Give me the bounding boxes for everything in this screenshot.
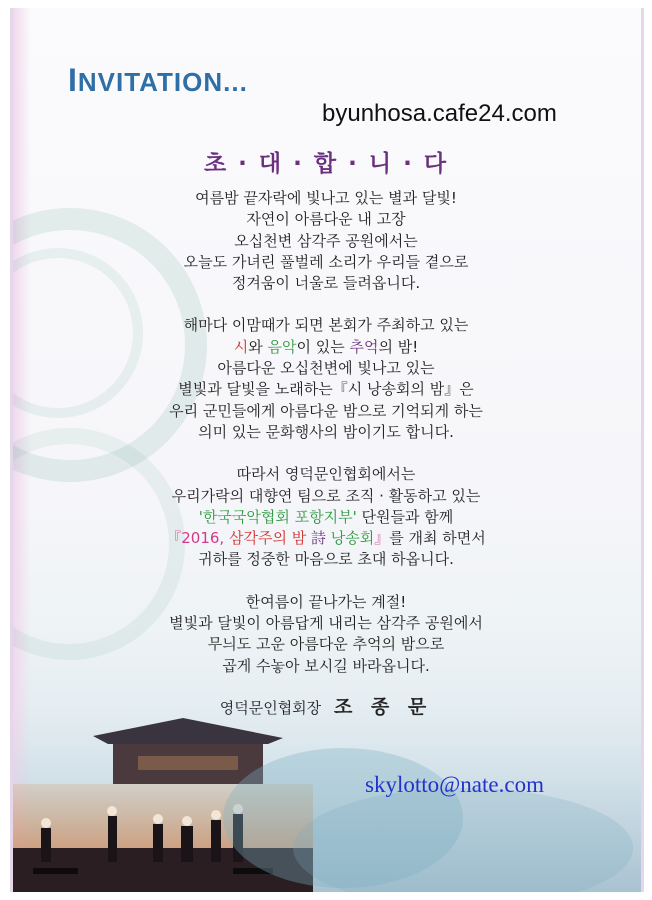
p2-line-6: 의미 있는 문화행사의 밤이기도 합니다. [198, 422, 454, 441]
p4-line-2: 별빛과 달빛이 아름답게 내리는 삼각주 공원에서 [169, 614, 483, 633]
p3-line-2: 우리가락의 대향연 팀으로 조직 · 활동하고 있는 [171, 486, 481, 505]
title-initial: I [68, 62, 78, 98]
p3-line-4-end: 를 개최 하면서 [389, 529, 486, 548]
title-rest: NVITATION... [77, 67, 248, 97]
paragraph-2 [0, 315, 652, 443]
paragraph-1 [0, 188, 652, 294]
event-poem: 詩 [310, 529, 326, 548]
event-open: 『2016, [166, 529, 229, 548]
p3-line-5: 귀하를 정중한 마음으로 초대 하옵니다. [198, 550, 454, 569]
p2-line-1: 해마다 이맘때가 되면 본회가 주최하고 있는 [183, 316, 469, 335]
p2-line-2-wa: 와 [248, 337, 268, 356]
p3-line-3-end: 단원들과 함께 [356, 507, 454, 526]
invitation-heading: 초 · 대 · 합 · 니 · 다 [203, 151, 449, 177]
p2-line-2 [0, 337, 652, 358]
paragraph-4 [0, 592, 652, 677]
word-music: 음악 [267, 337, 297, 356]
word-memory: 추억 [349, 337, 379, 356]
p4-line-4: 곱게 수놓아 보시길 바라옵니다. [222, 656, 430, 675]
p2-line-3: 아름다운 오십천변에 빛나고 있는 [217, 359, 435, 378]
event-close: 』 [374, 529, 390, 548]
p3-line-1: 따라서 영덕문인협회에서는 [236, 465, 416, 484]
p3-line-4 [0, 528, 652, 549]
p3-line-3 [0, 507, 652, 528]
p2-line-2-end: 의 밤! [378, 337, 419, 356]
stage-photo-image [13, 698, 641, 892]
signature [0, 692, 652, 719]
paragraph-3 [0, 464, 652, 570]
p2-line-4: 별빛과 달빛을 노래하는『시 낭송회의 밤』은 [178, 380, 474, 399]
p1-line-1: 여름밤 끝자락에 빛나고 있는 별과 달빛! [195, 189, 457, 207]
p4-line-3: 무늬도 고운 아름다운 추억의 밤으로 [207, 635, 445, 654]
p1-line-2: 자연이 아름다운 내 고장 [246, 210, 406, 229]
p1-line-5: 정겨움이 너울로 들려옵니다. [231, 274, 421, 293]
p1-line-4: 오늘도 가녀린 풀벌레 소리가 우리들 곁으로 [183, 252, 469, 271]
word-poetry: 시 [233, 337, 249, 356]
signature-role: 영덕문인협회장 [219, 699, 322, 717]
invitation-title [68, 62, 248, 99]
event-name: 삼각주의 밤 [228, 529, 311, 548]
p2-line-2-mid: 이 있는 [296, 337, 350, 356]
p2-line-5: 우리 군민들에게 아름다운 밤으로 기억되게 하는 [169, 401, 483, 420]
signature-name: 조 종 문 [333, 696, 433, 718]
site-url-watermark: byunhosa.cafe24.com [322, 100, 557, 127]
email-watermark: skylotto@nate.com [365, 772, 544, 797]
invitation-body [0, 188, 652, 698]
event-recital: 낭송회 [325, 529, 375, 548]
p1-line-3: 오십천변 삼각주 공원에서는 [234, 231, 418, 250]
org-name: '한국국악협회 포항지부' [198, 507, 357, 526]
p4-line-1: 한여름이 끝나가는 계절! [245, 592, 407, 611]
